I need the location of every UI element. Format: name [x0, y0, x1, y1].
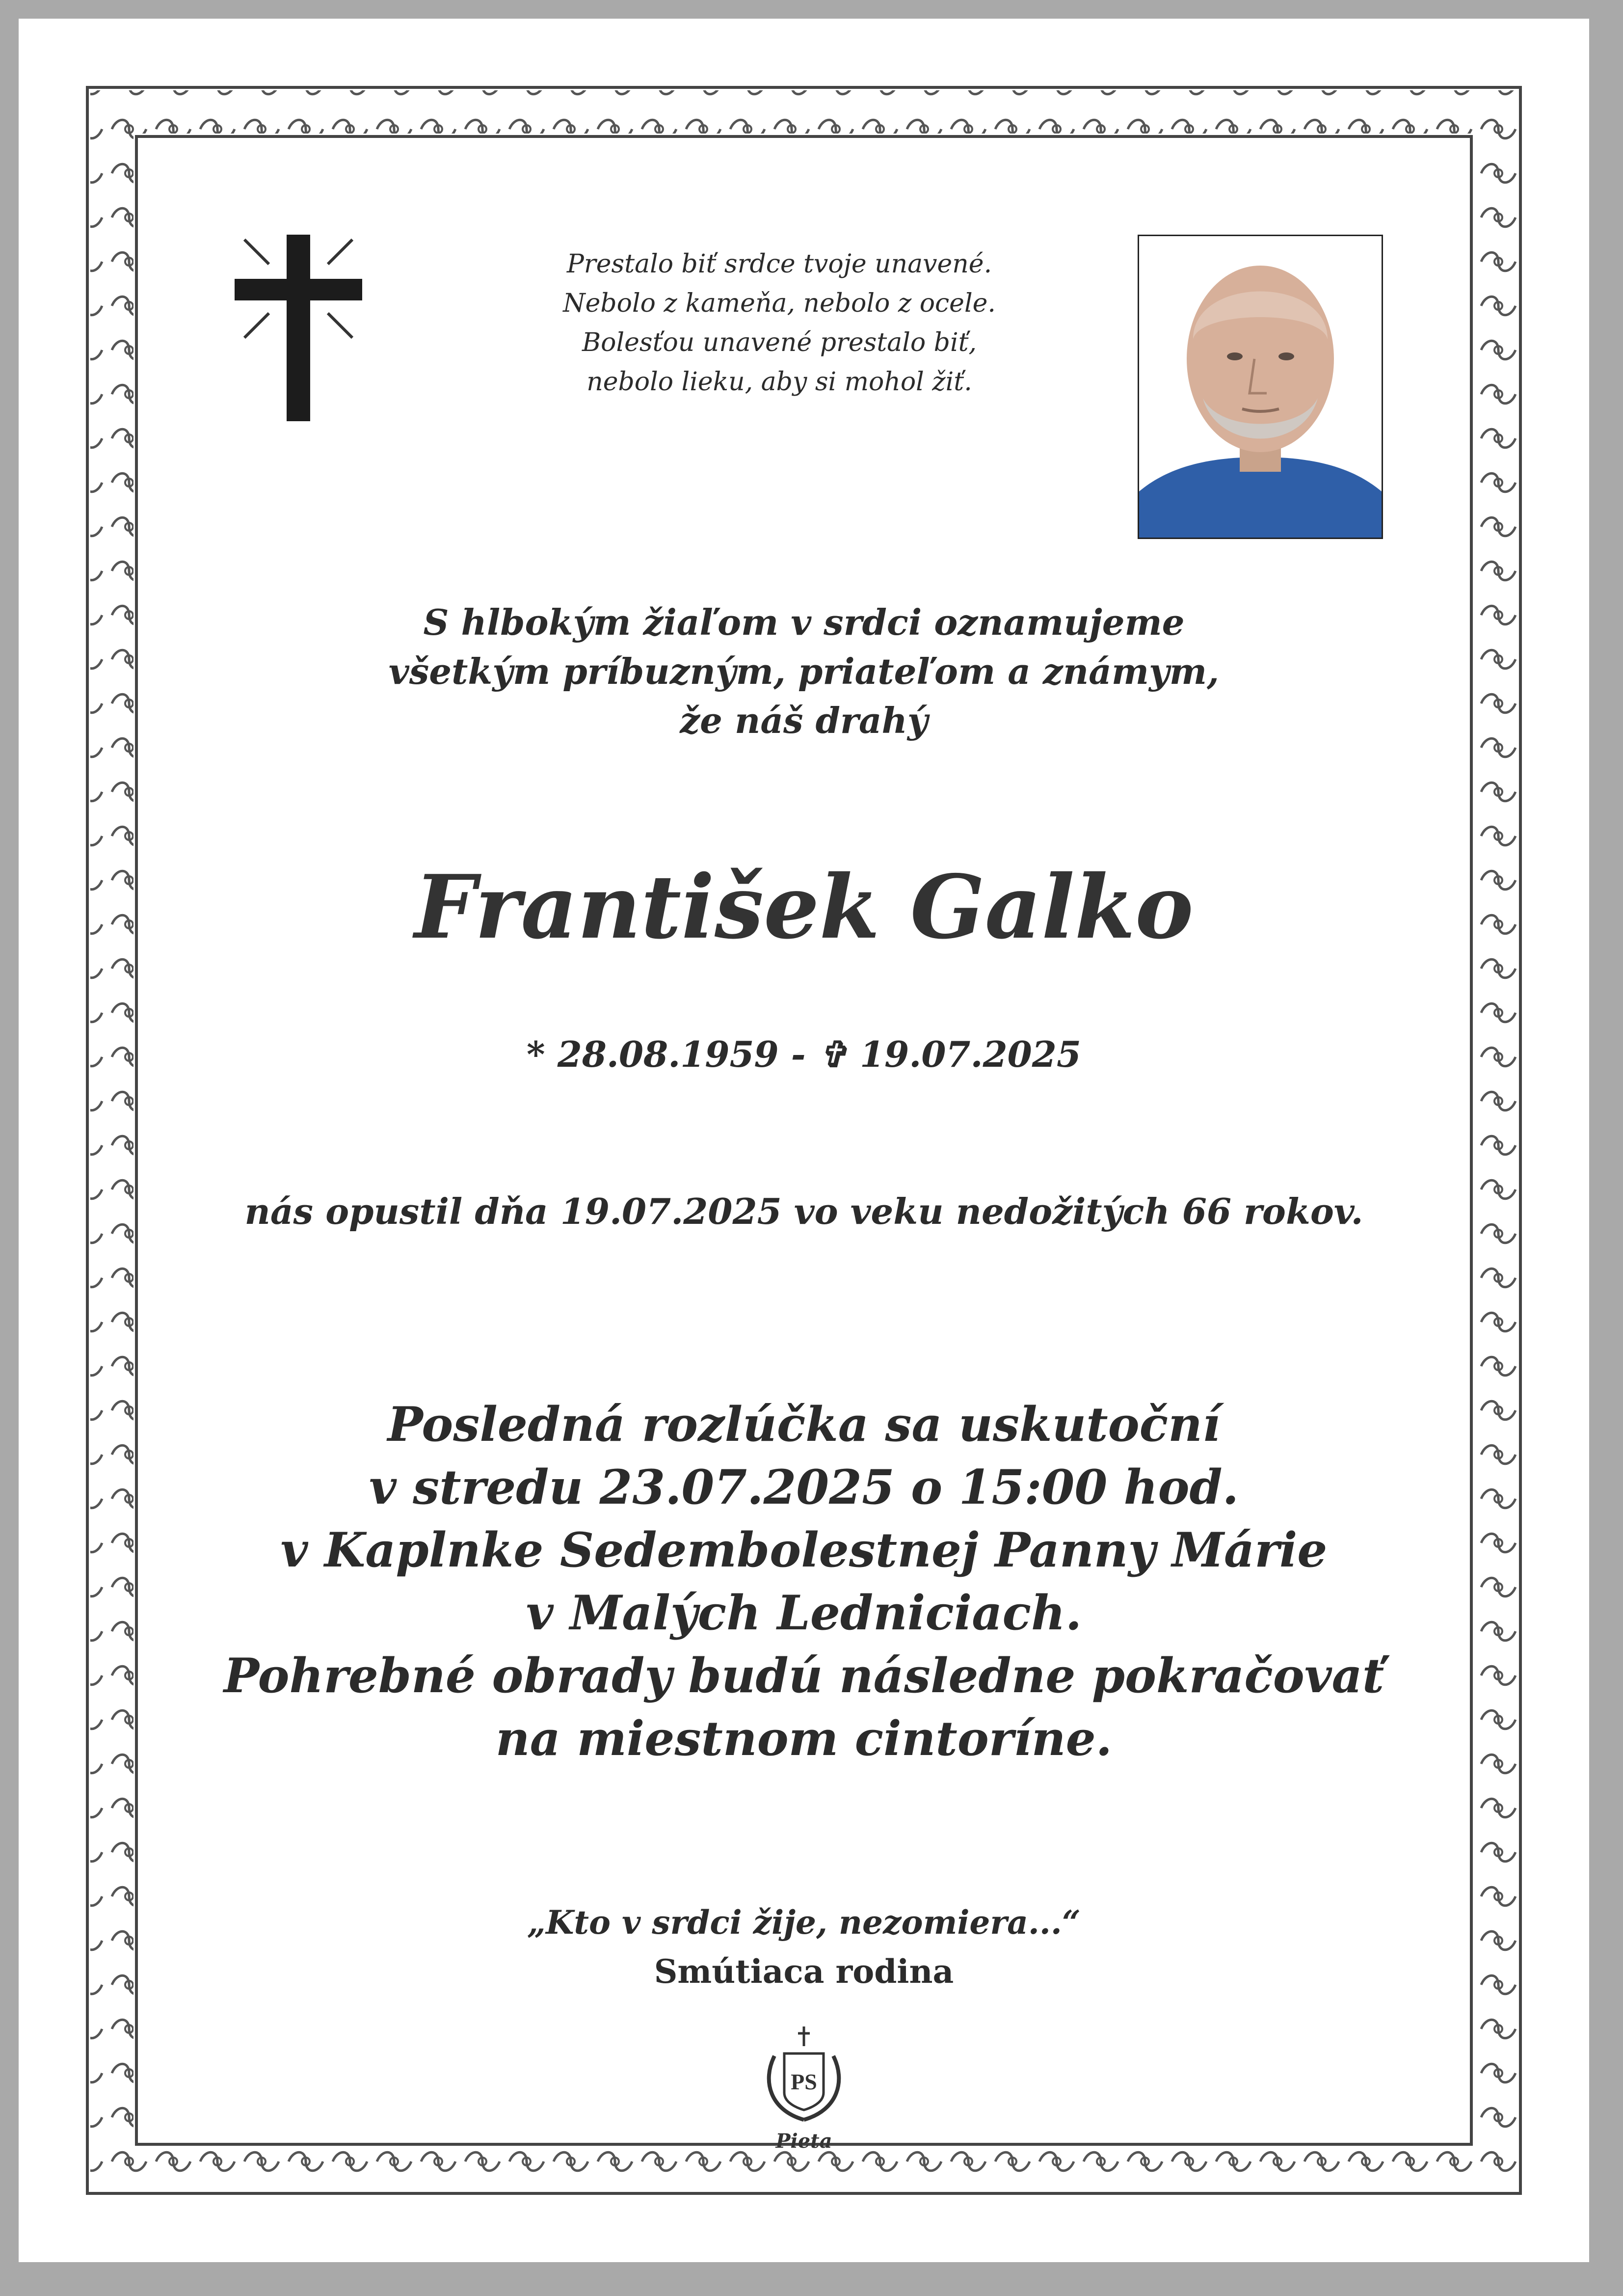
logo-name: Pieta [775, 2130, 832, 2153]
ceremony-line: Pohrebné obrady budú následne pokračovať [223, 1648, 1384, 1703]
poem-line: Prestalo biť srdce tvoje unavené. [566, 249, 992, 279]
obituary-sheet [19, 19, 1589, 2262]
logo-initials: PS [791, 2069, 817, 2094]
deceased-name: František Galko [414, 856, 1194, 958]
cross-icon [235, 235, 362, 441]
ceremony-line: v stredu 23.07.2025 o 15:00 hod. [369, 1459, 1239, 1515]
pieta-logo-icon [760, 2026, 848, 2139]
life-dates: * 28.08.1959 - ✞ 19.07.2025 [527, 1033, 1081, 1075]
ceremony-line: Posledná rozlúčka sa uskutoční [387, 1397, 1221, 1452]
portrait-photo [1138, 235, 1383, 539]
ceremony-line: v Malých Ledniciach. [526, 1585, 1082, 1641]
intro-line: S hlbokým žiaľom v srdci oznamujeme [423, 601, 1185, 643]
poem-line: Nebolo z kameňa, nebolo z ocele. [563, 289, 996, 318]
memorial-quote: „Kto v srdci žije, nezomiera...“ [527, 1903, 1081, 1942]
poem-line: nebolo lieku, aby si mohol žiť. [586, 367, 972, 397]
ceremony-line: v Kaplnke Sedembolestnej Panny Márie [280, 1522, 1328, 1578]
ceremony-line: na miestnom cintoríne. [495, 1711, 1113, 1766]
departure-text: nás opustil dňa 19.07.2025 vo veku nedožitých 66 rokov. [244, 1190, 1363, 1232]
ceremony-details [166, 1393, 1442, 1770]
poem-line: Bolesťou unavené prestalo biť, [582, 328, 977, 357]
portrait-illustration [1139, 236, 1382, 538]
announcement-intro [313, 598, 1295, 745]
intro-line: všetkým príbuzným, priateľom a známym, [388, 650, 1220, 692]
family-signature: Smútiaca rodina [654, 1952, 954, 1991]
poem [509, 244, 1049, 402]
intro-line: že náš drahý [680, 700, 928, 741]
